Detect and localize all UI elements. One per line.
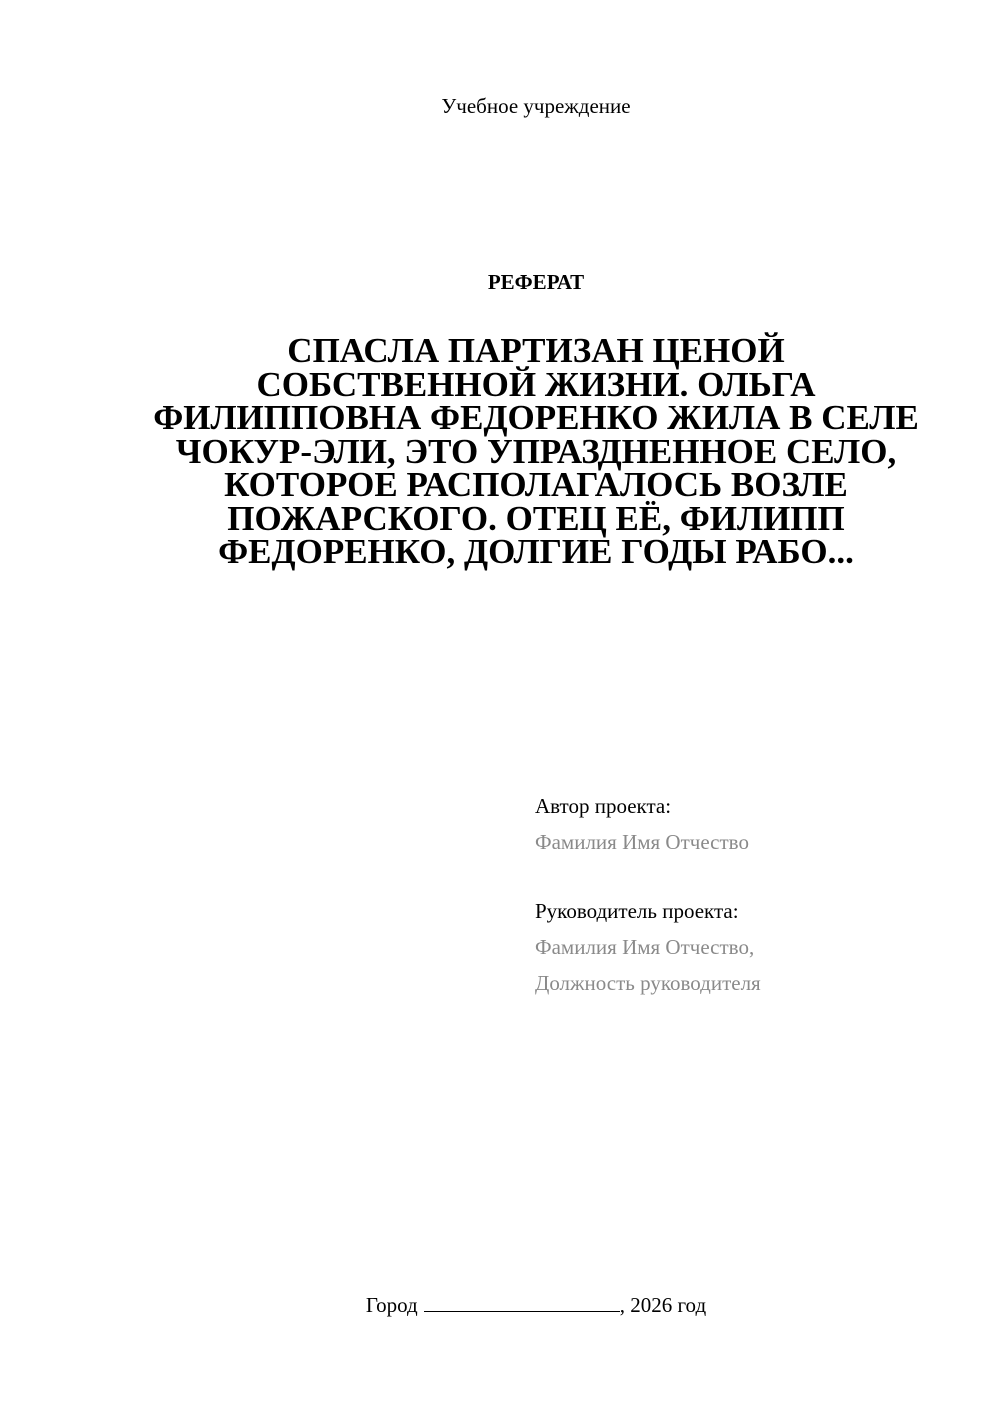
supervisor-position: Должность руководителя bbox=[535, 971, 761, 995]
supervisor-label: Руководитель проекта: bbox=[535, 899, 739, 923]
spacer bbox=[535, 860, 965, 893]
document-title: СПАСЛА ПАРТИЗАН ЦЕНОЙ СОБСТВЕННОЙ ЖИЗНИ. ОЛЬГА ФИЛИППОВНА ФЕДОРЕНКО ЖИЛА В СЕЛЕ ЧОКУР-ЭЛИ, ЭТО УПРАЗДНЕННОЕ СЕЛО, КОТОРОЕ РАСПОЛАГАЛОСЬ ВОЗЛЕ ПОЖАРСКОГО. ОТЕЦ ЕЁ, ФИЛИПП ФЕДОРЕНКО, ДОЛГИЕ ГОДЫ РАБО... bbox=[153, 331, 919, 571]
city-label: Город bbox=[365, 1293, 418, 1317]
project-people bbox=[535, 788, 965, 1001]
author-label: Автор проекта: bbox=[535, 794, 672, 818]
footer-city-year bbox=[0, 1291, 1000, 1319]
author-name: Фамилия Имя Отчество bbox=[535, 830, 749, 854]
city-blank-line bbox=[424, 1291, 620, 1312]
year-label: , 2026 год bbox=[619, 1293, 707, 1317]
institution-name: Учебное учреждение bbox=[441, 94, 631, 118]
document-type: РЕФЕРАТ bbox=[487, 270, 585, 294]
supervisor-name: Фамилия Имя Отчество, bbox=[535, 935, 755, 959]
